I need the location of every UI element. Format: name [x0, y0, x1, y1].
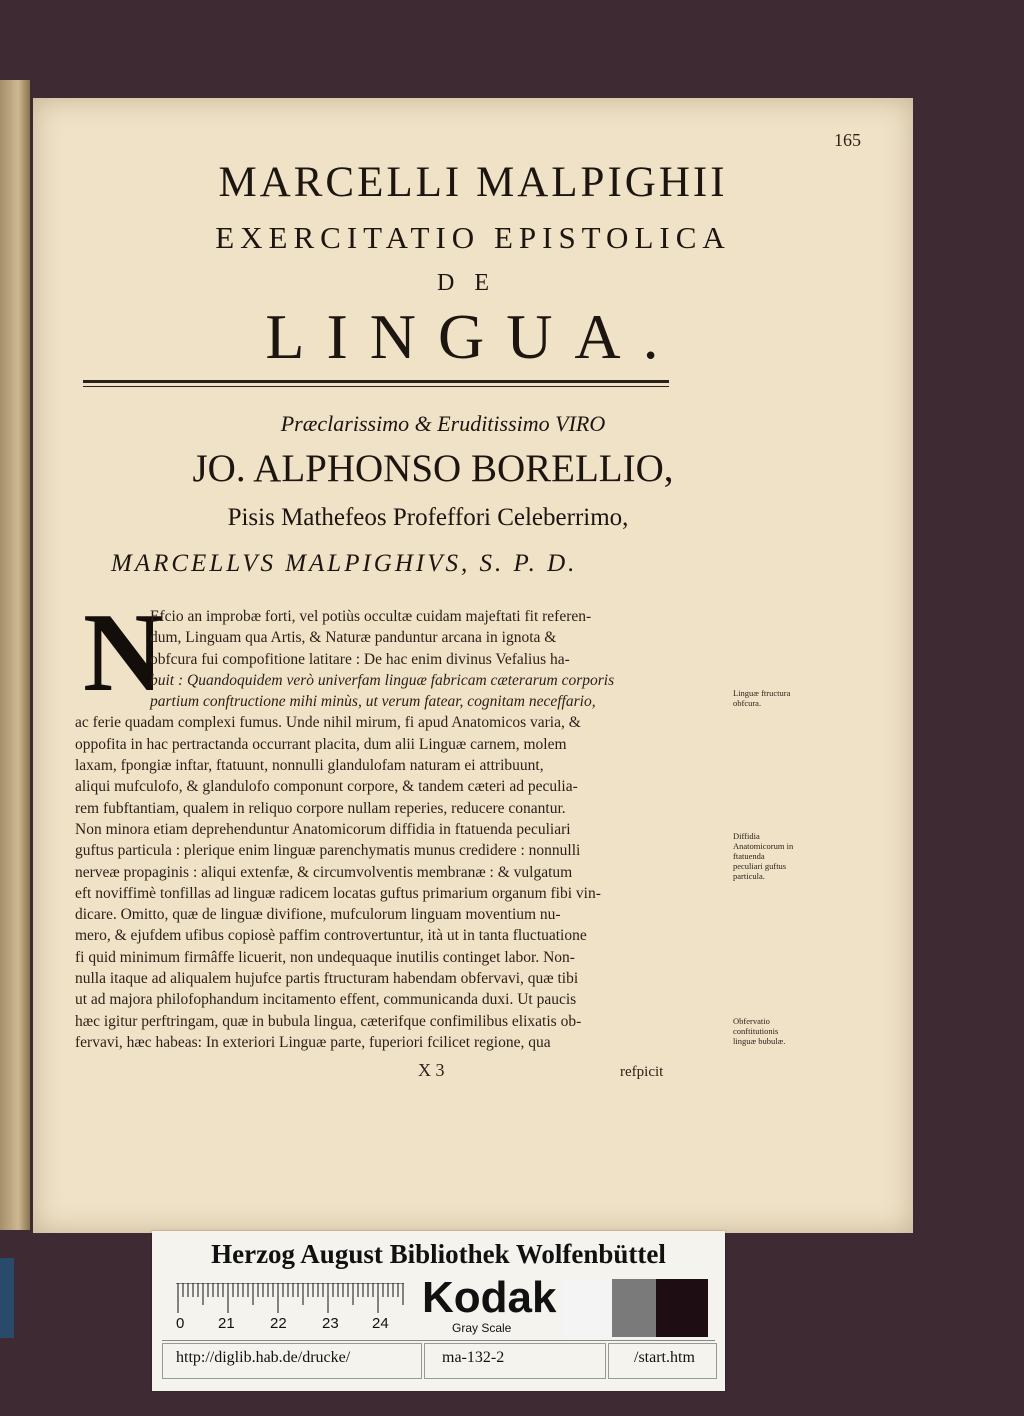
body-line: guftus particula : plerique enim linguæ parenchymatis munus credidere : nonnulli — [75, 842, 581, 860]
body-line: fervavi, hæc habeas: In exteriori Linguæ parte, fuperiori fcilicet regione, qua — [75, 1033, 551, 1051]
drop-cap: N — [83, 591, 164, 715]
body-line: Efcio an improbæ forti, vel potiùs occultæ cuidam majeftati fit referen- — [150, 608, 592, 625]
library-name: Herzog August Bibliothek Wolfenbüttel — [211, 1239, 666, 1269]
ruler-scale — [176, 1283, 404, 1337]
title-rule-thin — [83, 386, 669, 387]
color-target-card — [152, 1231, 725, 1391]
url-base: http://diglib.hab.de/drucke/ — [176, 1349, 351, 1366]
title-work: EXERCITATIO EPISTOLICA — [215, 220, 731, 255]
body-line: nerveæ propaginis : aliqui extenfæ, & circumvolventis membranæ : & vulgatum — [75, 863, 573, 881]
letter-body — [75, 591, 725, 1053]
url-path: /start.htm — [634, 1349, 695, 1366]
recipient-name: JO. ALPHONSO BORELLIO, — [192, 447, 674, 490]
body-line: nulla itaque ad aliqualem hujufce partis ftructuram habendam obfervavi, quæ tibi — [75, 970, 579, 988]
url-id: ma-132-2 — [442, 1349, 505, 1366]
body-line: oppofita in hac pertractanda occurrant placita, dum alii Linguæ carnem, molem — [75, 735, 567, 753]
dedication-line: Præclarissimo & Eruditissimo VIRO — [280, 411, 606, 436]
gray-patch-white — [562, 1279, 612, 1337]
body-line: laxam, fpongiæ inftar, ftatuunt, nonnulli glandulofam naturam ei attribuunt, — [75, 757, 544, 775]
gray-patch-mid — [612, 1279, 656, 1337]
body-line: hæc igitur perftringam, quæ in bubula lingua, cæterifque confimilibus elixatis ob- — [75, 1012, 582, 1030]
recipient-title: Pisis Mathefeos Profeffori Celeberrimo, — [227, 504, 629, 531]
body-line: rem fubftantiam, qualem in reliquo corpore nullam reperies, reducere conantur. — [75, 799, 566, 817]
body-line: fi quid minimum firmâffe licuerit, non undequaque inutilis continget labor. Non- — [75, 948, 575, 966]
title-subject: LINGUA. — [265, 301, 681, 372]
ruler-label: 22 — [270, 1315, 287, 1332]
margin-note: Linguæ ftructura obfcura. — [733, 688, 791, 708]
ruler-label: 23 — [322, 1315, 339, 1332]
ruler-label: 21 — [218, 1315, 235, 1332]
margin-note: Diffidia Anatomicorum in ftatuenda peculiari guftus particula. — [733, 831, 794, 881]
body-line: eft noviffimè tonfillas ad linguæ radicem locatas guftus primarium organum fibi vin- — [75, 884, 601, 902]
salutation: MARCELLVS MALPIGHIVS, S. P. D. — [111, 550, 578, 577]
body-line: ut ad majora philofophandum incitamento effent, communicanda duxi. Ut paucis — [75, 991, 577, 1009]
margin-note: Obfervatio conftitutionis linguæ bubulæ. — [733, 1016, 786, 1046]
body-line: partium conftructione mihi minùs, ut verum fatear, cognitam neceffario, — [150, 693, 596, 711]
body-line: dicare. Omitto, quæ de linguæ divifione, mufculorum linguam moventium nu- — [75, 906, 561, 924]
ruler-label: 0 — [176, 1315, 185, 1332]
body-line: ac ferie quadam complexi fumus. Unde nihil mirum, fi apud Anatomicos varia, & — [75, 714, 581, 732]
card-divider — [162, 1340, 715, 1341]
gray-scale-label: Gray Scale — [452, 1321, 512, 1335]
film-edge — [0, 1258, 14, 1338]
title-rule-thick — [83, 380, 669, 383]
signature-mark: X 3 — [418, 1060, 445, 1080]
kodak-logo: Kodak — [422, 1273, 557, 1322]
adjacent-page-edge — [0, 80, 30, 1230]
body-line: Non minora etiam deprehenduntur Anatomicorum diffidia in ftatuenda peculiari — [75, 820, 571, 838]
gray-patch-black — [656, 1279, 708, 1337]
body-line: mero, & ejufdem ufibus copiosè paffim controvertuntur, ità ut in tanta fluctuatione — [75, 927, 587, 945]
title-author: MARCELLI MALPIGHII — [218, 159, 728, 206]
book-page — [33, 98, 913, 1233]
body-line: buit : Quandoquidem verò univerfam linguæ fabricam cæterarum corporis — [150, 671, 615, 689]
title-preposition: DE — [437, 270, 509, 296]
catchword: refpicit — [620, 1064, 664, 1080]
body-line: dum, Linguam qua Artis, & Naturæ panduntur arcana in ignota & — [150, 629, 557, 647]
body-line: obfcura fui compofitione latitare : De hac enim divinus Vefalius ha- — [150, 650, 570, 668]
body-line: aliqui mufculofo, & glandulofo componunt corpore, & tandem cæteri ad peculia- — [75, 778, 578, 796]
ruler-label: 24 — [372, 1315, 389, 1332]
page-number: 165 — [834, 130, 861, 150]
